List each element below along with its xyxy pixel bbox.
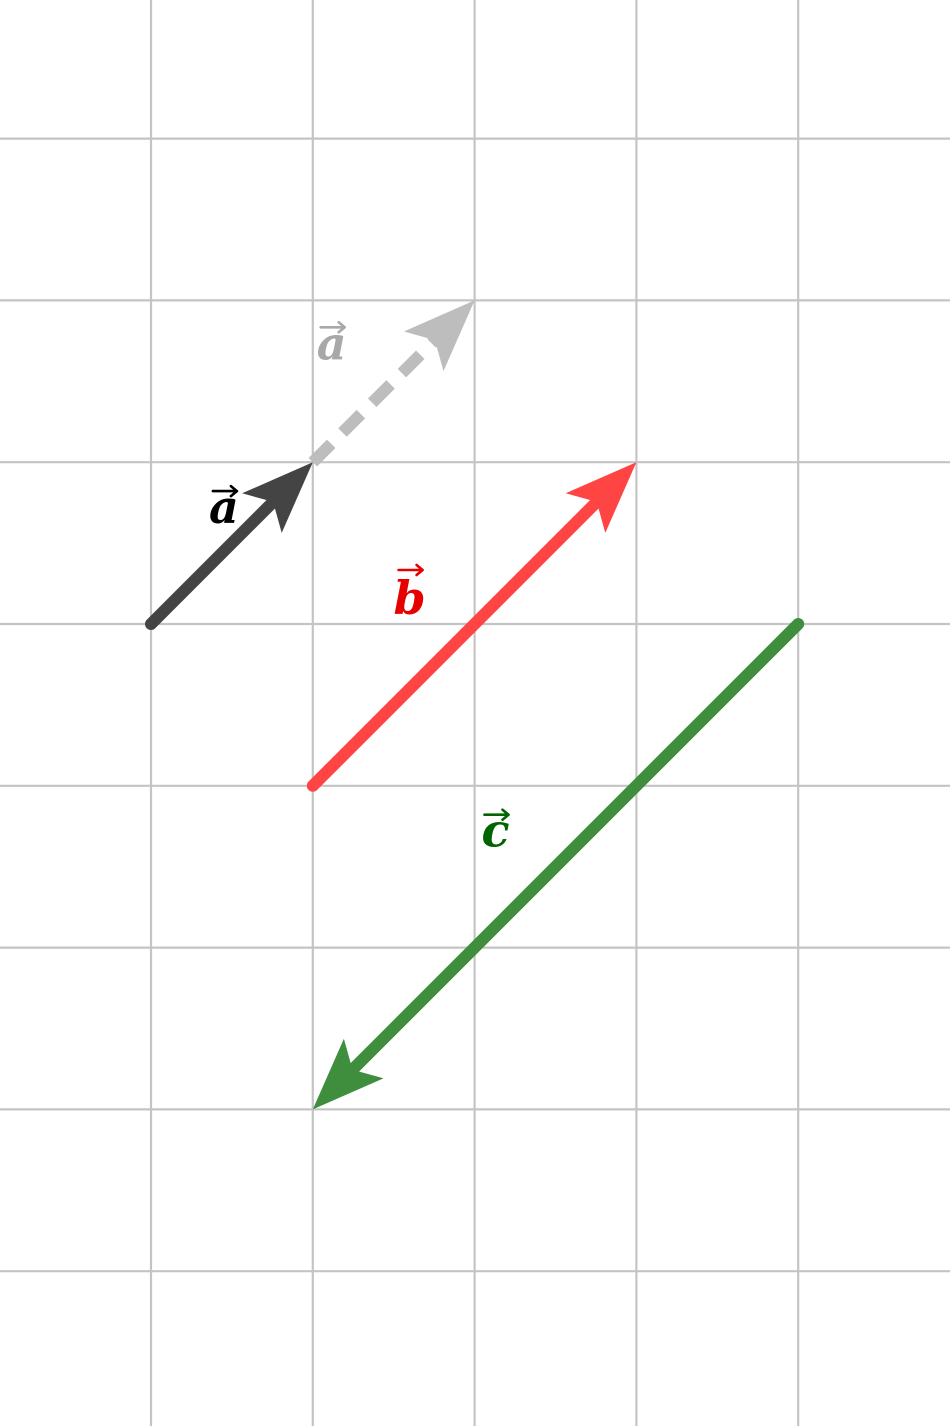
vector-label-c	[481, 804, 509, 858]
vector-label-text: b	[393, 571, 426, 625]
vector-c-shaft	[348, 624, 798, 1074]
vector-label-text: a	[208, 480, 239, 535]
vector-label-a	[209, 480, 239, 534]
vector-label-a-translated	[317, 316, 347, 370]
vector-b-shaft	[313, 498, 601, 786]
vector-c	[313, 624, 798, 1109]
vector-labels	[209, 316, 510, 857]
vector-label-b	[394, 565, 426, 625]
vector-label-text: c	[481, 803, 510, 858]
vector-label-text: a	[316, 316, 347, 371]
